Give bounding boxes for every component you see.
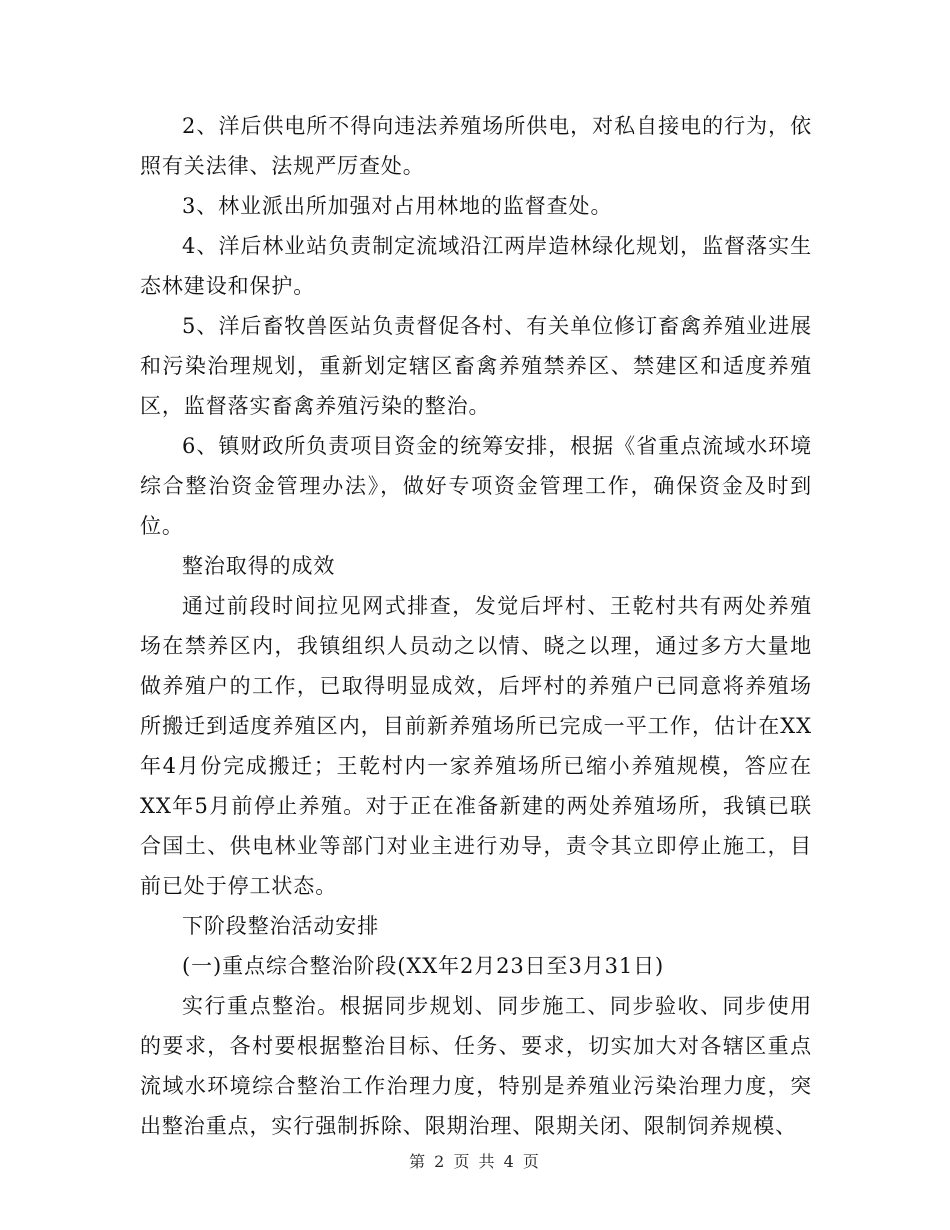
paragraph-veterinary-station: 5、洋后畜牧兽医站负责督促各村、有关单位修订畜禽养殖业进展和污染治理规划，重新划定辖区畜禽养殖禁养区、禁建区和适度养殖区，监督落实畜禽养殖污染的整治。: [140, 314, 812, 418]
paragraph-power-supply: 2、洋后供电所不得向违法养殖场所供电，对私自接电的行为，依照有关法律、法规严厉查处。: [140, 114, 812, 178]
paragraph-results: 通过前段时间拉见网式排查，发觉后坪村、王乾村共有两处养殖场在禁养区内，我镇组织人员动之以情、晓之以理，通过多方大量地做养殖户的工作，已取得明显成效，后坪村的养殖户已同意将养殖场所搬迁到适度养殖区内，目前新养殖场所已完成一平工作，估计在XX年4月份完成搬迁；王乾村内一家养殖场所已缩小养殖规模，答应在XX年5月前停止养殖。对于正在准备新建的两处养殖场所，我镇已联合国土、供电林业等部门对业主进行劝导，责令其立即停止施工，目前已处于停工状态。: [140, 594, 812, 898]
paragraph-finance-office: 6、镇财政所负责项目资金的统筹安排，根据《省重点流域水环境综合整治资金管理办法》，做好专项资金管理工作，确保资金及时到位。: [140, 434, 812, 538]
section-heading-next-stage: 下阶段整治活动安排: [182, 914, 380, 938]
paragraph-forestry-station: 4、洋后林业站负责制定流域沿江两岸造林绿化规划，监督落实生态林建设和保护。: [140, 234, 812, 298]
document-body: [140, 106, 812, 1146]
paragraph-forestry-police: 3、林业派出所加强对占用林地的监督查处。: [182, 194, 613, 218]
paragraph-key-rectification: 实行重点整治。根据同步规划、同步施工、同步验收、同步使用的要求，各村要根据整治目标、任务、要求，切实加大对各辖区重点流域水环境综合整治工作治理力度，特别是养殖业污染治理力度，突出整治重点，实行强制拆除、限期治理、限期关闭、限制饲养规模、: [140, 994, 812, 1138]
page-number-footer: 第 2 页 共 4 页: [409, 1152, 541, 1171]
subsection-heading-key-stage: (一)重点综合整治阶段(XX年2月23日至3月31日): [182, 954, 665, 978]
section-heading-results: 整治取得的成效: [182, 554, 336, 578]
